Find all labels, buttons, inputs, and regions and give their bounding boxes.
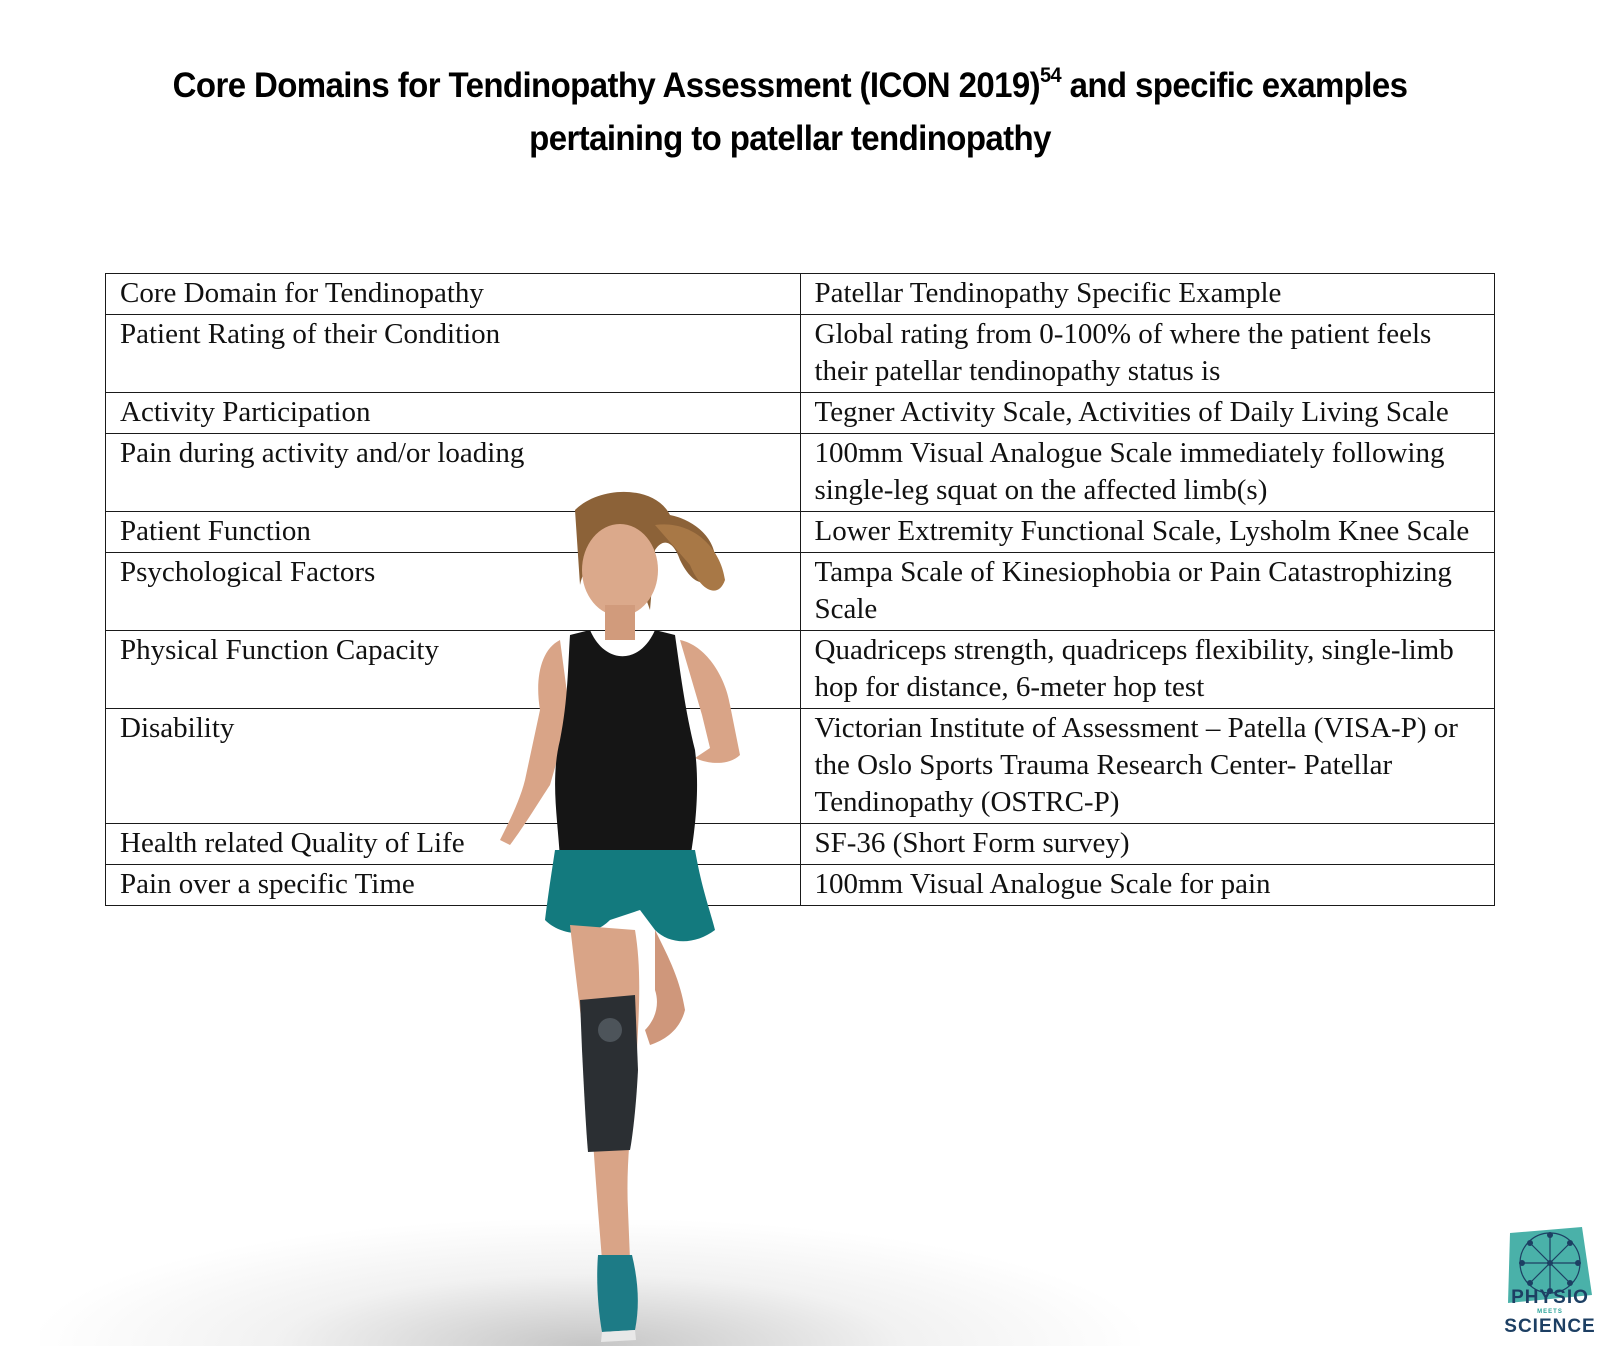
header-example: Patellar Tendinopathy Specific Example (800, 274, 1495, 315)
example-cell: Quadriceps strength, quadriceps flexibility, single-limb hop for distance, 6-meter hop test (800, 631, 1495, 709)
title-line-2: pertaining to patellar tendinopathy (529, 117, 1051, 158)
example-cell: 100mm Visual Analogue Scale immediately following single-leg squat on the affected limb(s) (800, 434, 1495, 512)
example-cell: 100mm Visual Analogue Scale for pain (800, 865, 1495, 906)
example-cell: Victorian Institute of Assessment – Patella (VISA-P) or the Oslo Sports Trauma Research Center- Patellar Tendinopathy (OSTRC-P) (800, 709, 1495, 824)
title-line-1: Core Domains for Tendinopathy Assessment (ICON 2019)$^{54}$ and specific examples (172, 63, 1408, 105)
table-row (106, 393, 1495, 434)
table-row (106, 824, 1495, 865)
page-title (0, 58, 1580, 164)
table-row (106, 315, 1495, 393)
example-cell: SF-36 (Short Form survey) (800, 824, 1495, 865)
example-cell: Tegner Activity Scale, Activities of Daily Living Scale (800, 393, 1495, 434)
runner-woman-knee-brace-icon (480, 490, 780, 1346)
domain-cell: Pain over a specific Time (106, 865, 801, 906)
header-domain: Core Domain for Tendinopathy (106, 274, 801, 315)
example-cell: Global rating from 0-100% of where the patient feels their patellar tendinopathy status is (800, 315, 1495, 393)
domain-cell: Pain during activity and/or loading (106, 434, 801, 512)
logo-word-meets: MEETS (1537, 1309, 1563, 1315)
table-header-row (106, 274, 1495, 315)
example-cell: Tampa Scale of Kinesiophobia or Pain Catastrophizing Scale (800, 553, 1495, 631)
table-row (106, 709, 1495, 824)
domain-cell: Psychological Factors (106, 553, 801, 631)
logo-word-science: SCIENCE (1504, 1316, 1596, 1337)
domain-cell: Patient Function (106, 512, 801, 553)
domain-cell: Health related Quality of Life (106, 824, 801, 865)
table-row (106, 512, 1495, 553)
table-row (106, 865, 1495, 906)
table-row (106, 553, 1495, 631)
domain-cell: Activity Participation (106, 393, 801, 434)
example-cell: Lower Extremity Functional Scale, Lysholm Knee Scale (800, 512, 1495, 553)
logo-word-physio: PHYSIO (1511, 1287, 1589, 1308)
domain-cell: Patient Rating of their Condition (106, 315, 801, 393)
domain-cell: Disability (106, 709, 801, 824)
table-row (106, 631, 1495, 709)
domain-cell: Physical Function Capacity (106, 631, 801, 709)
table-row (106, 434, 1495, 512)
core-domains-table (105, 273, 1495, 906)
